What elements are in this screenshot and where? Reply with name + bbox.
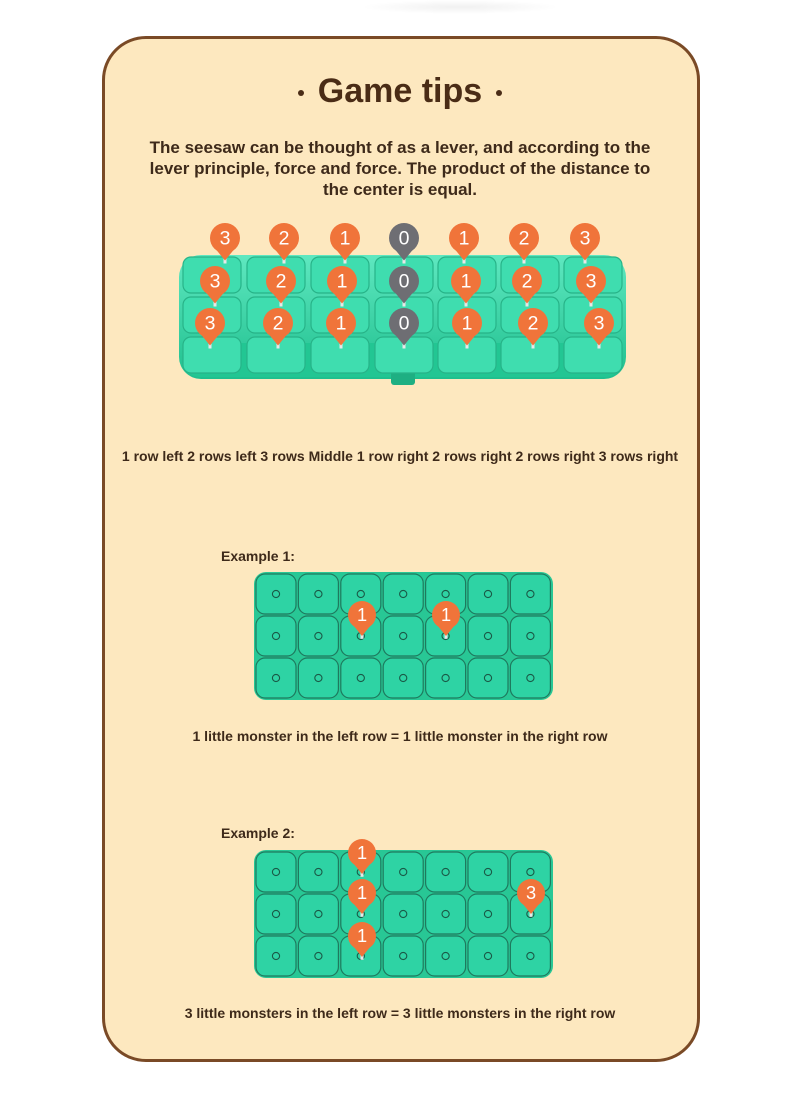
seesaw-illustration	[175, 215, 630, 387]
example1-board	[252, 570, 555, 704]
seesaw-pin-label: 1	[461, 312, 473, 335]
board-tile	[256, 894, 296, 934]
board-tile	[256, 658, 296, 698]
seesaw-pin-label: 0	[398, 227, 410, 250]
board-tiles	[254, 850, 553, 978]
board-tile	[510, 616, 550, 656]
row-caption: 1 row left 2 rows left 3 rows Middle 1 row right 2 rows right 2 rows right 3 rows right	[121, 448, 679, 464]
title-dot-right	[496, 90, 502, 96]
board-tile	[256, 574, 296, 614]
seesaw-pin-label: 0	[398, 270, 410, 293]
page-title	[0, 72, 800, 111]
board-tile	[298, 616, 338, 656]
seesaw-pin-label: 3	[209, 270, 221, 293]
seesaw-pin-label: 1	[460, 270, 472, 293]
example2-pin-left-3-label: 1	[356, 925, 368, 946]
board-tile	[341, 658, 381, 698]
example1-pin-left-label: 1	[356, 604, 368, 625]
seesaw-pin-label: 3	[593, 312, 605, 335]
seesaw-pin-label: 1	[339, 227, 351, 250]
board-tiles	[254, 572, 553, 700]
board-tile	[383, 852, 423, 892]
board-tile	[256, 852, 296, 892]
top-shadow	[360, 0, 560, 14]
example1-label: Example 1:	[221, 548, 295, 564]
board-tile	[383, 616, 423, 656]
board-tile	[298, 894, 338, 934]
seesaw-pin-label: 2	[518, 227, 530, 250]
board-tile	[468, 658, 508, 698]
board-tile	[426, 852, 466, 892]
board-tile	[256, 936, 296, 976]
board-tile	[256, 616, 296, 656]
example2-pin-left-2-label: 1	[356, 882, 368, 903]
board-tile	[298, 574, 338, 614]
board-tile	[298, 852, 338, 892]
board-tile	[468, 852, 508, 892]
seesaw-pin-label: 2	[272, 312, 284, 335]
seesaw-pin-label: 2	[521, 270, 533, 293]
board-tile	[383, 574, 423, 614]
title-dot-left	[298, 90, 304, 96]
seesaw-tile	[564, 337, 622, 373]
seesaw-pin-label: 1	[458, 227, 470, 250]
example1-pin-right-label: 1	[440, 604, 452, 625]
seesaw-tile	[501, 337, 559, 373]
board-tile	[468, 616, 508, 656]
board-tile	[426, 894, 466, 934]
board-tile	[468, 894, 508, 934]
example2-pin-left-1-label: 1	[356, 842, 368, 863]
board-tile	[298, 936, 338, 976]
example2-pin-right-label: 3	[525, 882, 537, 903]
seesaw-pin-label: 0	[398, 312, 410, 335]
seesaw-pin-label: 2	[527, 312, 539, 335]
seesaw-pin-label: 3	[219, 227, 231, 250]
seesaw-pin-label: 3	[204, 312, 216, 335]
example2-label: Example 2:	[221, 825, 295, 841]
board-tile	[510, 574, 550, 614]
board-tile	[426, 936, 466, 976]
seesaw-pin-label: 1	[336, 270, 348, 293]
board-tile	[510, 936, 550, 976]
board-tile	[298, 658, 338, 698]
board-tile	[468, 574, 508, 614]
seesaw-pin-label: 3	[585, 270, 597, 293]
seesaw-pin-label: 1	[335, 312, 347, 335]
board-tile	[383, 658, 423, 698]
description: The seesaw can be thought of as a lever, and according to the lever principle, force and force. The product of the distance to the center is equal.	[149, 138, 651, 199]
seesaw-pin-label: 2	[275, 270, 287, 293]
board-tile	[510, 658, 550, 698]
seesaw-pin-label: 2	[278, 227, 290, 250]
example2-board	[252, 836, 555, 982]
example2-caption: 3 little monsters in the left row = 3 little monsters in the right row	[184, 1005, 616, 1021]
seesaw-pin-label: 3	[579, 227, 591, 250]
example1-caption: 1 little monster in the left row = 1 little monster in the right row	[192, 728, 608, 744]
board-tile	[426, 658, 466, 698]
board-tile	[383, 894, 423, 934]
board-tile	[468, 936, 508, 976]
title-text: Game tips	[317, 72, 483, 110]
board-tile	[383, 936, 423, 976]
